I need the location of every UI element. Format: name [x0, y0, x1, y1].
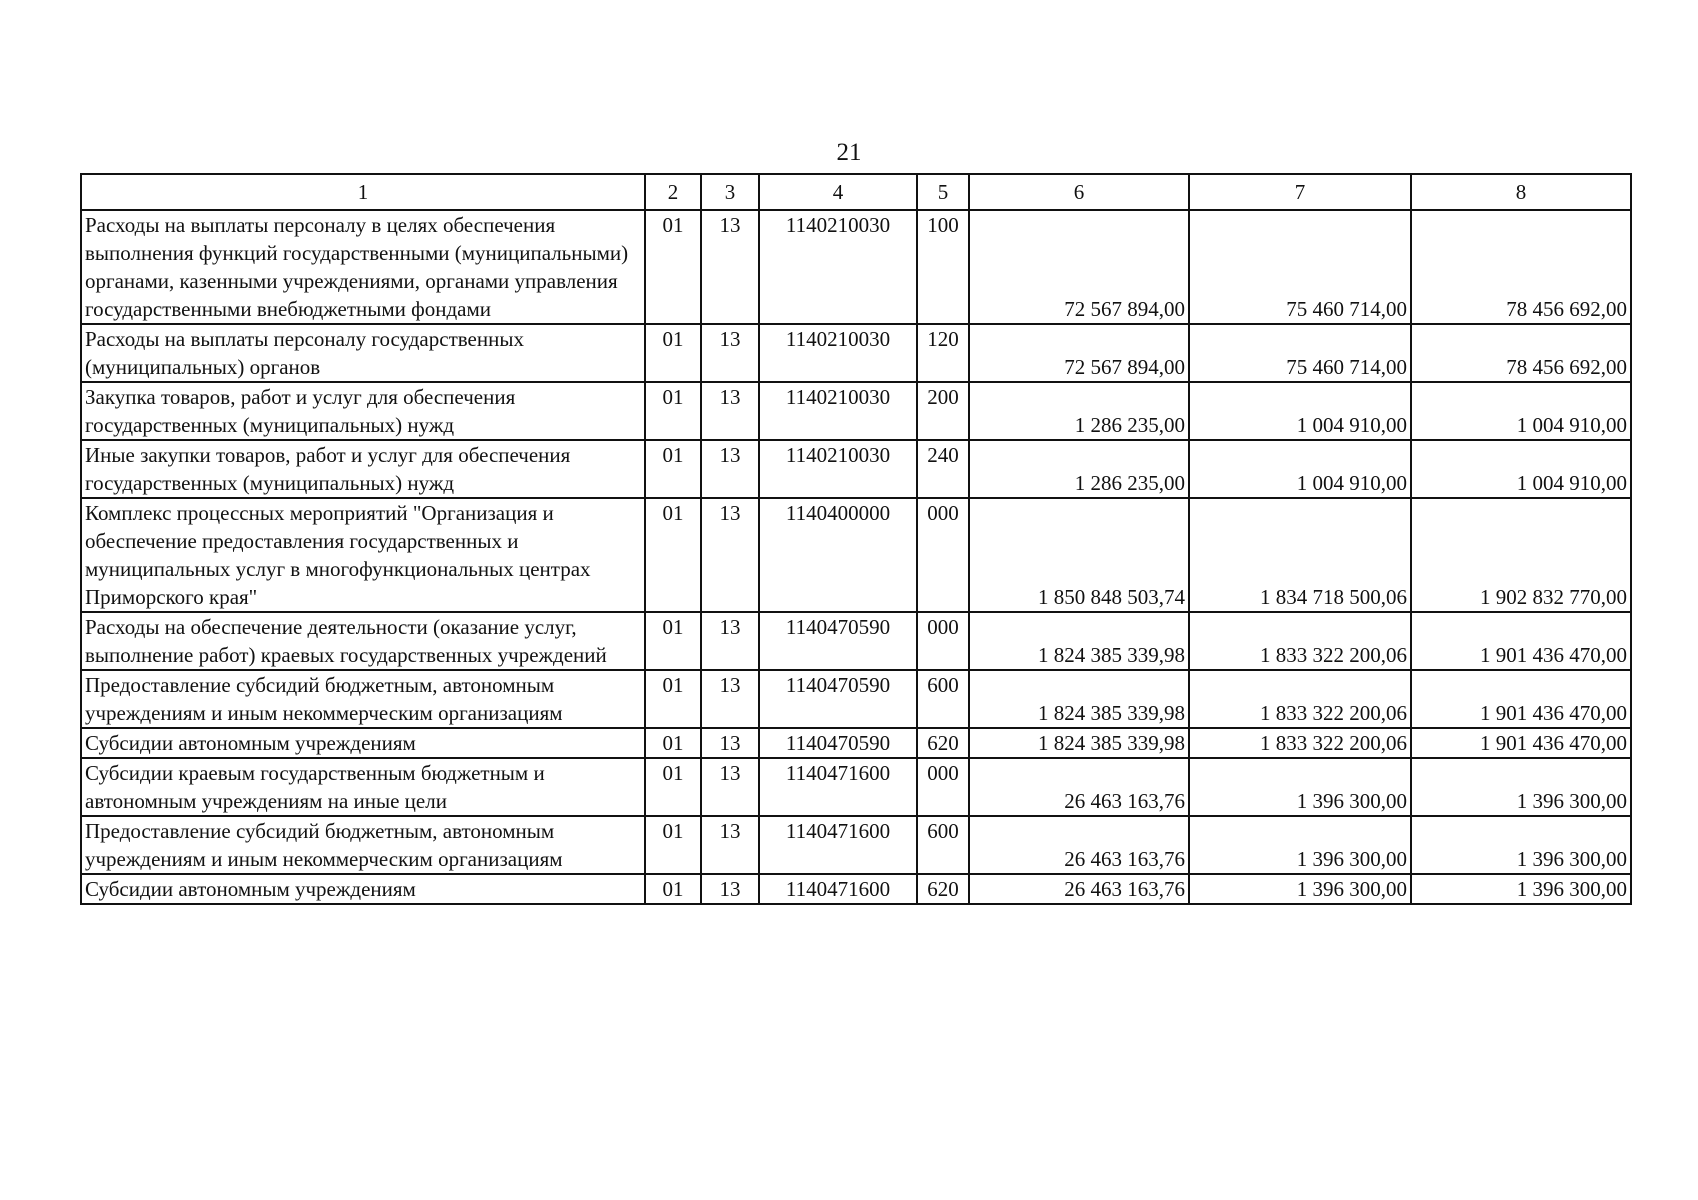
- subsection-code-cell: 13: [701, 816, 759, 874]
- subsection-code-cell: 13: [701, 670, 759, 728]
- amount-col8-cell: 1 396 300,00: [1411, 874, 1631, 904]
- target-article-cell: 1140471600: [759, 874, 917, 904]
- amount-col7-cell: 1 004 910,00: [1189, 382, 1411, 440]
- target-article-cell: 1140210030: [759, 210, 917, 324]
- subsection-code-cell: 13: [701, 758, 759, 816]
- expense-name-cell: Предоставление субсидий бюджетным, автономным учреждениям и иным некоммерческим организациям: [81, 670, 645, 728]
- subsection-code-cell: 13: [701, 324, 759, 382]
- expense-name-cell: Субсидии автономным учреждениям: [81, 874, 645, 904]
- amount-col7-cell: 75 460 714,00: [1189, 210, 1411, 324]
- section-code-cell: 01: [645, 670, 701, 728]
- column-header: 1: [81, 174, 645, 210]
- amount-col7-cell: 1 004 910,00: [1189, 440, 1411, 498]
- expense-type-cell: 600: [917, 670, 969, 728]
- expense-type-cell: 620: [917, 874, 969, 904]
- amount-col8-cell: 78 456 692,00: [1411, 210, 1631, 324]
- section-code-cell: 01: [645, 874, 701, 904]
- expense-type-cell: 000: [917, 498, 969, 612]
- amount-col6-cell: 1 850 848 503,74: [969, 498, 1189, 612]
- table-row: [81, 382, 1631, 440]
- amount-col6-cell: 1 286 235,00: [969, 382, 1189, 440]
- amount-col8-cell: 1 004 910,00: [1411, 382, 1631, 440]
- target-article-cell: 1140210030: [759, 324, 917, 382]
- expense-type-cell: 620: [917, 728, 969, 758]
- section-code-cell: 01: [645, 324, 701, 382]
- column-header: 4: [759, 174, 917, 210]
- amount-col6-cell: 1 824 385 339,98: [969, 728, 1189, 758]
- target-article-cell: 1140471600: [759, 758, 917, 816]
- expense-name-cell: Комплекс процессных мероприятий "Организация и обеспечение предоставления государственных и муниципальных услуг в многофункциональных центрах Приморского края": [81, 498, 645, 612]
- amount-col7-cell: 1 396 300,00: [1189, 874, 1411, 904]
- table-row: [81, 210, 1631, 324]
- expense-name-cell: Расходы на выплаты персоналу государственных (муниципальных) органов: [81, 324, 645, 382]
- expense-name-cell: Предоставление субсидий бюджетным, автономным учреждениям и иным некоммерческим организациям: [81, 816, 645, 874]
- target-article-cell: 1140470590: [759, 728, 917, 758]
- amount-col6-cell: 26 463 163,76: [969, 816, 1189, 874]
- column-header: 6: [969, 174, 1189, 210]
- amount-col8-cell: 1 396 300,00: [1411, 816, 1631, 874]
- expense-type-cell: 120: [917, 324, 969, 382]
- expense-name-cell: Иные закупки товаров, работ и услуг для обеспечения государственных (муниципальных) нужд: [81, 440, 645, 498]
- expense-name-cell: Расходы на обеспечение деятельности (оказание услуг, выполнение работ) краевых государственных учреждений: [81, 612, 645, 670]
- target-article-cell: 1140210030: [759, 440, 917, 498]
- column-header: 2: [645, 174, 701, 210]
- table-row: [81, 670, 1631, 728]
- expense-name-cell: Субсидии автономным учреждениям: [81, 728, 645, 758]
- amount-col6-cell: 72 567 894,00: [969, 324, 1189, 382]
- amount-col7-cell: 1 833 322 200,06: [1189, 612, 1411, 670]
- section-code-cell: 01: [645, 382, 701, 440]
- target-article-cell: 1140210030: [759, 382, 917, 440]
- subsection-code-cell: 13: [701, 210, 759, 324]
- section-code-cell: 01: [645, 440, 701, 498]
- page-number: 21: [836, 139, 862, 166]
- amount-col6-cell: 1 286 235,00: [969, 440, 1189, 498]
- expense-type-cell: 600: [917, 816, 969, 874]
- amount-col8-cell: 1 901 436 470,00: [1411, 612, 1631, 670]
- column-header: 7: [1189, 174, 1411, 210]
- table-row: [81, 758, 1631, 816]
- section-code-cell: 01: [645, 498, 701, 612]
- table-row: [81, 612, 1631, 670]
- amount-col8-cell: 1 902 832 770,00: [1411, 498, 1631, 612]
- amount-col7-cell: 1 833 322 200,06: [1189, 728, 1411, 758]
- subsection-code-cell: 13: [701, 382, 759, 440]
- table-row: [81, 440, 1631, 498]
- column-header: 5: [917, 174, 969, 210]
- amount-col8-cell: 78 456 692,00: [1411, 324, 1631, 382]
- section-code-cell: 01: [645, 728, 701, 758]
- section-code-cell: 01: [645, 816, 701, 874]
- amount-col7-cell: 1 833 322 200,06: [1189, 670, 1411, 728]
- section-code-cell: 01: [645, 758, 701, 816]
- section-code-cell: 01: [645, 210, 701, 324]
- amount-col8-cell: 1 004 910,00: [1411, 440, 1631, 498]
- amount-col6-cell: 1 824 385 339,98: [969, 670, 1189, 728]
- subsection-code-cell: 13: [701, 874, 759, 904]
- target-article-cell: 1140471600: [759, 816, 917, 874]
- amount-col7-cell: 1 396 300,00: [1189, 758, 1411, 816]
- amount-col8-cell: 1 901 436 470,00: [1411, 728, 1631, 758]
- amount-col6-cell: 26 463 163,76: [969, 758, 1189, 816]
- amount-col8-cell: 1 396 300,00: [1411, 758, 1631, 816]
- expense-type-cell: 000: [917, 758, 969, 816]
- expense-type-cell: 200: [917, 382, 969, 440]
- column-header: 3: [701, 174, 759, 210]
- expense-name-cell: Расходы на выплаты персоналу в целях обеспечения выполнения функций государственными (муниципальными) органами, казенными учреждениями, органами управления государственными внебюджетными фондами: [81, 210, 645, 324]
- amount-col6-cell: 1 824 385 339,98: [969, 612, 1189, 670]
- table-header-row: [81, 174, 1631, 210]
- amount-col6-cell: 26 463 163,76: [969, 874, 1189, 904]
- table-row: [81, 816, 1631, 874]
- section-code-cell: 01: [645, 612, 701, 670]
- amount-col8-cell: 1 901 436 470,00: [1411, 670, 1631, 728]
- table-row: [81, 874, 1631, 904]
- expense-type-cell: 000: [917, 612, 969, 670]
- expense-name-cell: Субсидии краевым государственным бюджетным и автономным учреждениям на иные цели: [81, 758, 645, 816]
- table-row: [81, 728, 1631, 758]
- amount-col6-cell: 72 567 894,00: [969, 210, 1189, 324]
- expense-name-cell: Закупка товаров, работ и услуг для обеспечения государственных (муниципальных) нужд: [81, 382, 645, 440]
- target-article-cell: 1140470590: [759, 612, 917, 670]
- subsection-code-cell: 13: [701, 612, 759, 670]
- subsection-code-cell: 13: [701, 728, 759, 758]
- subsection-code-cell: 13: [701, 498, 759, 612]
- target-article-cell: 1140400000: [759, 498, 917, 612]
- column-header: 8: [1411, 174, 1631, 210]
- table-row: [81, 498, 1631, 612]
- subsection-code-cell: 13: [701, 440, 759, 498]
- table-row: [81, 324, 1631, 382]
- amount-col7-cell: 1 834 718 500,06: [1189, 498, 1411, 612]
- budget-table: [80, 173, 1632, 905]
- expense-type-cell: 100: [917, 210, 969, 324]
- amount-col7-cell: 1 396 300,00: [1189, 816, 1411, 874]
- amount-col7-cell: 75 460 714,00: [1189, 324, 1411, 382]
- target-article-cell: 1140470590: [759, 670, 917, 728]
- expense-type-cell: 240: [917, 440, 969, 498]
